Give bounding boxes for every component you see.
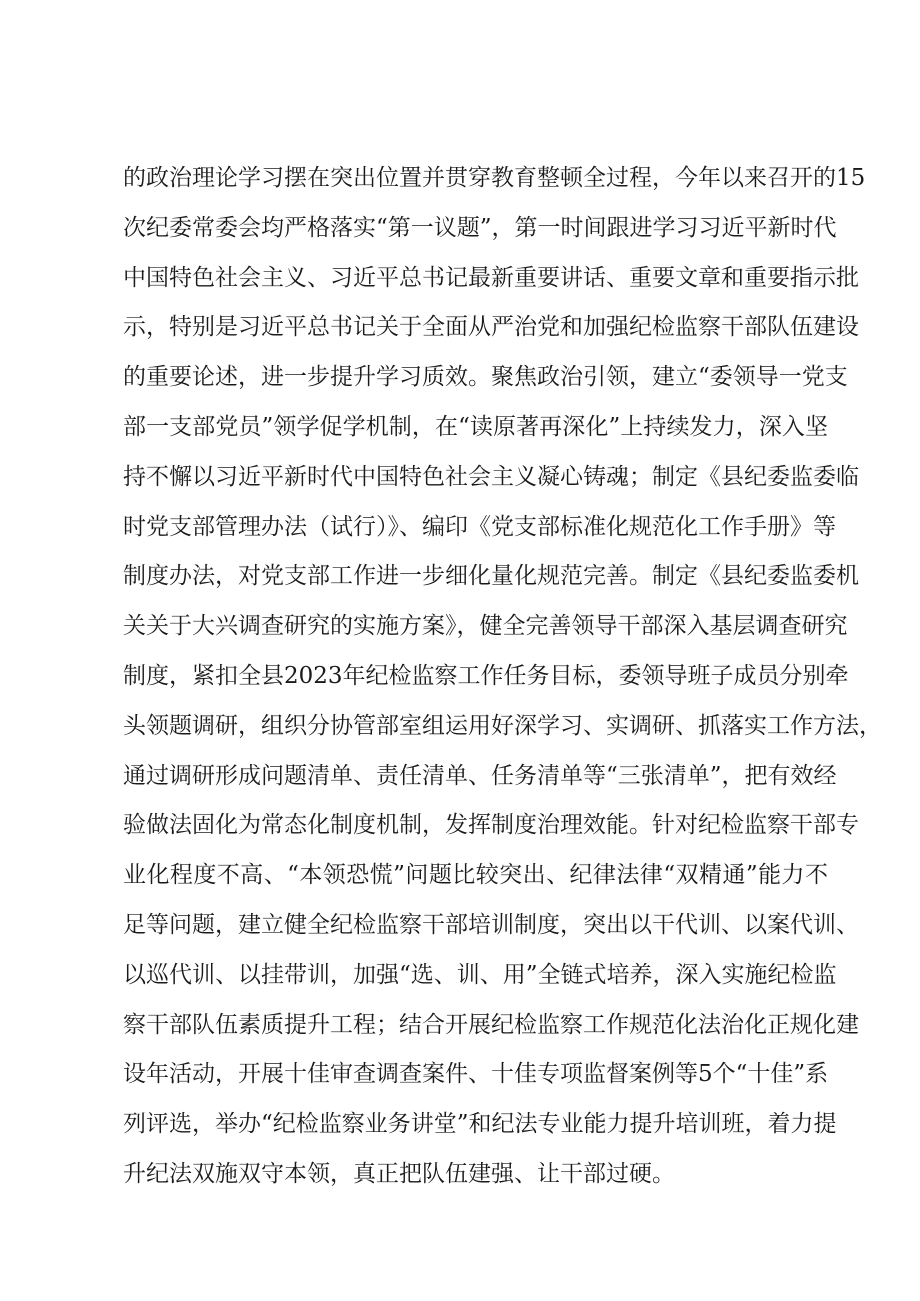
- text-line: 以巡代训、以挂带训，加强“选、训、用”全链式培养，深入实施纪检监: [123, 961, 837, 988]
- text-line: 业化程度不高、“本领恐慌”问题比较突出、纪律法律“双精通”能力不: [123, 862, 828, 889]
- text-line: 部一支部党员”领学促学机制，在“读原著再深化”上持续发力，深入坚: [123, 413, 828, 440]
- text-line: 的政治理论学习摆在突出位置并贯穿教育整顿全过程，今年以来召开的15: [123, 165, 866, 191]
- text-line: 通过调研形成问题清单、责任清单、任务清单等“三张清单”，把有效经: [123, 762, 837, 789]
- text-line: 足等问题，建立健全纪检监察干部培训制度，突出以干代训、以案代训、: [123, 911, 859, 938]
- text-line: 察干部队伍素质提升工程；结合开展纪检监察工作规范化法治化正规化建: [123, 1011, 859, 1038]
- text-line: 升纪法双施双守本领，真正把队伍建强、让干部过硬。: [123, 1160, 675, 1187]
- text-line: 头领题调研，组织分协管部室组运用好深学习、实调研、抓落实工作方法，: [123, 712, 882, 739]
- text-line: 持不懈以习近平新时代中国特色社会主义凝心铸魂；制定《县纪委监委临: [123, 463, 859, 490]
- text-line: 验做法固化为常态化制度机制，发挥制度治理效能。针对纪检监察干部专: [123, 812, 859, 839]
- text-line: 示，特别是习近平总书记关于全面从严治党和加强纪检监察干部队伍建设: [123, 314, 859, 341]
- text-line: 关关于大兴调查研究的实施方案》，健全完善领导干部深入基层调查研究: [123, 613, 848, 640]
- text-line: 制度，紧扣全县2023年纪检监察工作任务目标，委领导班子成员分别牵: [123, 662, 849, 689]
- text-line: 时党支部管理办法（试行）》、编印《党支部标准化规范化工作手册》等: [123, 513, 836, 540]
- text-line: 列评选，举办“纪检监察业务讲堂”和纪法专业能力提升培训班，着力提: [123, 1111, 837, 1138]
- text-line: 次纪委常委会均严格落实“第一议题”，第一时间跟进学习习近平新时代: [123, 214, 837, 241]
- text-line: 设年活动，开展十佳审查调查案件、十佳专项监督案例等5个“十佳”系: [123, 1061, 829, 1088]
- text-line: 中国特色社会主义、习近平总书记最新重要讲话、重要文章和重要指示批: [123, 264, 859, 291]
- text-line: 制度办法，对党支部工作进一步细化量化规范完善。制定《县纪委监委机: [123, 563, 859, 590]
- text-line: 的重要论述，进一步提升学习质效。聚焦政治引领，建立“委领导一党支: [123, 364, 848, 391]
- body-paragraph: [123, 165, 882, 1213]
